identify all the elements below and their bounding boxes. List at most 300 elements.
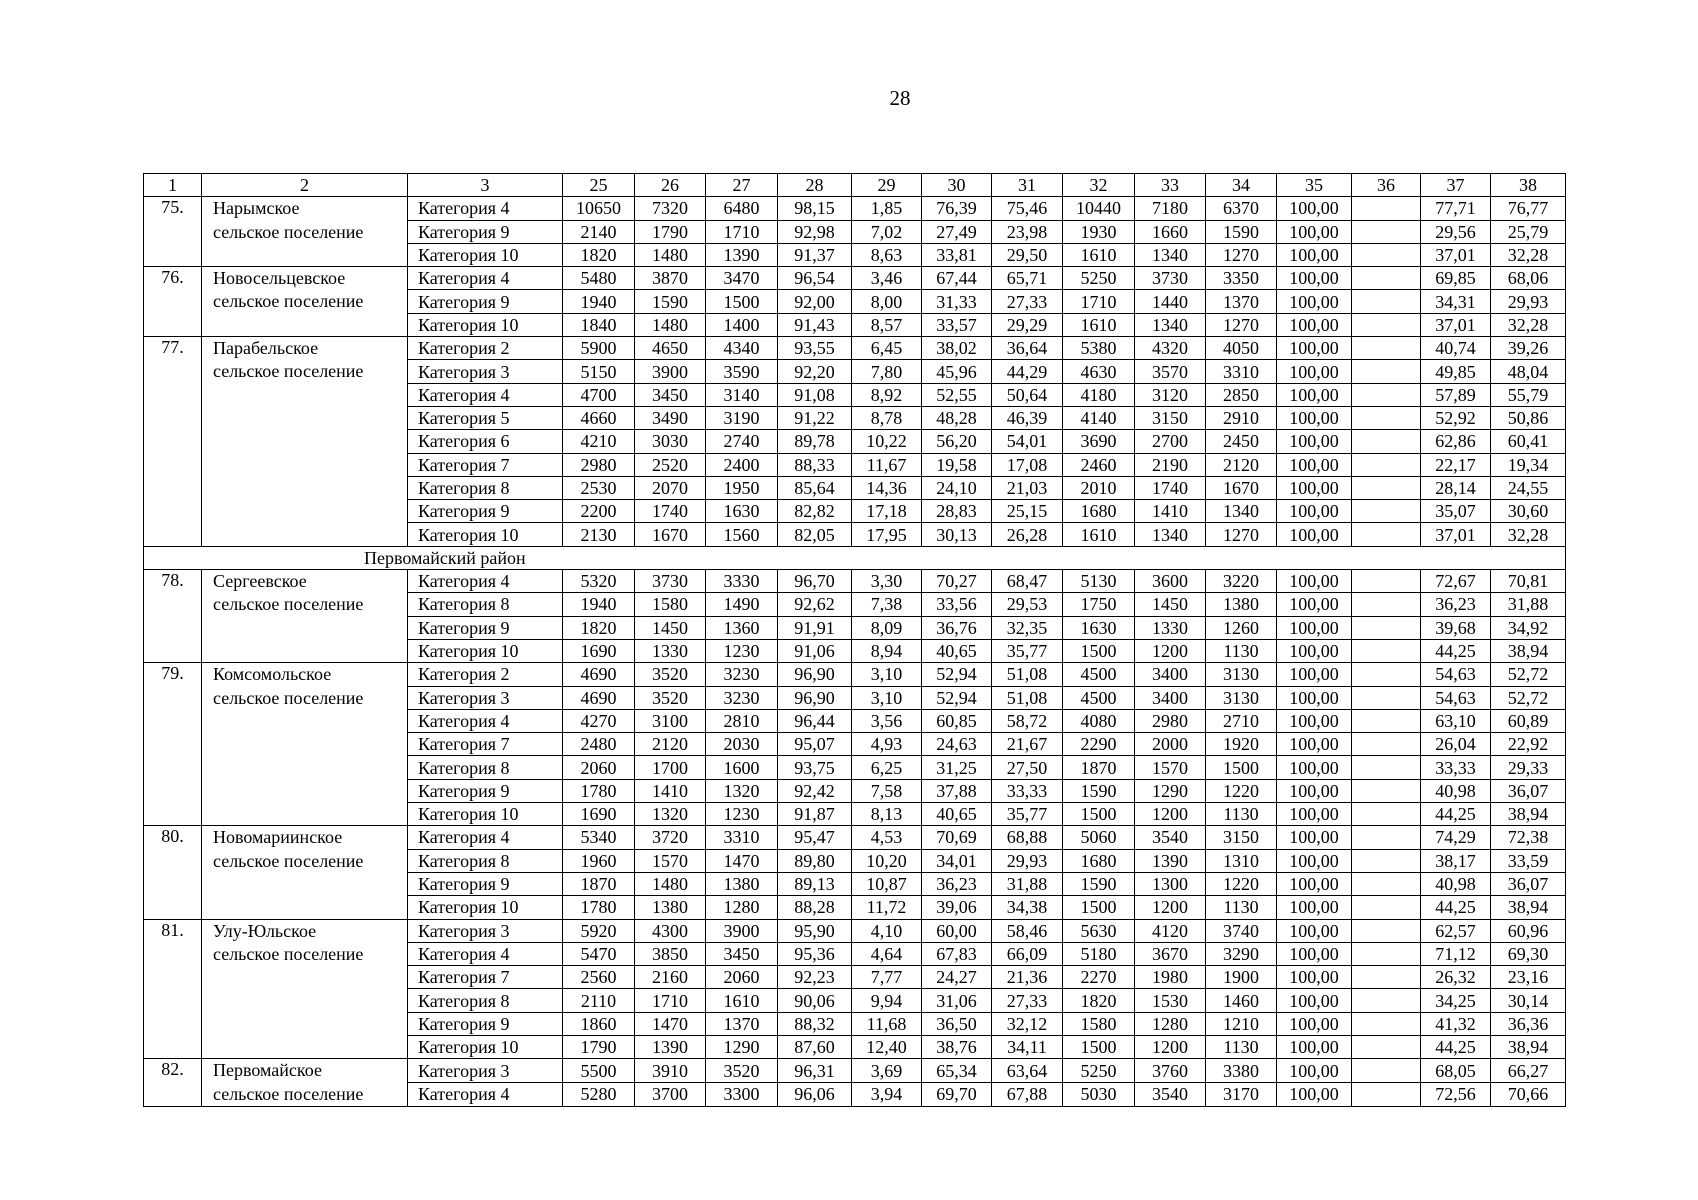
value-cell: 37,88 — [922, 779, 992, 802]
category-cell: Категория 3 — [408, 686, 563, 709]
value-cell: 4050 — [1206, 337, 1277, 360]
value-cell: 36,23 — [1421, 593, 1491, 616]
value-cell: 1930 — [1063, 220, 1135, 243]
value-cell: 39,68 — [1421, 616, 1491, 639]
value-cell: 3330 — [706, 570, 778, 593]
value-cell: 10,22 — [852, 430, 922, 453]
value-cell — [1352, 756, 1421, 779]
settlement-name — [202, 919, 408, 1059]
value-cell: 1500 — [1063, 1035, 1135, 1058]
value-cell — [1352, 337, 1421, 360]
value-cell: 27,33 — [992, 290, 1063, 313]
row-number: 77. — [144, 337, 202, 547]
value-cell: 2400 — [706, 453, 778, 476]
value-cell: 3130 — [1206, 663, 1277, 686]
column-header: 1 — [144, 174, 202, 197]
value-cell — [1352, 942, 1421, 965]
table-row — [144, 826, 1566, 849]
value-cell: 2140 — [563, 220, 635, 243]
settlement-name — [202, 663, 408, 826]
value-cell: 3540 — [1135, 1083, 1206, 1107]
category-cell: Категория 4 — [408, 570, 563, 593]
value-cell: 1500 — [1063, 803, 1135, 826]
value-cell: 4080 — [1063, 709, 1135, 732]
value-cell: 1840 — [563, 313, 635, 336]
value-cell: 1740 — [635, 500, 706, 523]
value-cell: 8,63 — [852, 243, 922, 266]
value-cell: 3670 — [1135, 942, 1206, 965]
value-cell: 17,95 — [852, 523, 922, 546]
column-header: 2 — [202, 174, 408, 197]
value-cell: 7,58 — [852, 779, 922, 802]
value-cell: 2480 — [563, 733, 635, 756]
value-cell: 3,56 — [852, 709, 922, 732]
value-cell: 1270 — [1206, 243, 1277, 266]
category-cell: Категория 4 — [408, 1083, 563, 1107]
value-cell: 1130 — [1206, 896, 1277, 919]
value-cell: 26,32 — [1421, 966, 1491, 989]
value-cell: 29,53 — [992, 593, 1063, 616]
value-cell: 1570 — [635, 849, 706, 872]
value-cell: 1710 — [635, 989, 706, 1012]
value-cell: 4,64 — [852, 942, 922, 965]
value-cell: 4500 — [1063, 686, 1135, 709]
value-cell: 37,01 — [1421, 313, 1491, 336]
value-cell: 6,45 — [852, 337, 922, 360]
value-cell: 34,25 — [1421, 989, 1491, 1012]
column-header: 36 — [1352, 174, 1421, 197]
value-cell: 1920 — [1206, 733, 1277, 756]
value-cell: 29,33 — [1491, 756, 1566, 779]
value-cell: 75,46 — [992, 197, 1063, 220]
value-cell: 37,01 — [1421, 243, 1491, 266]
value-cell: 100,00 — [1277, 919, 1352, 942]
settlement-name-line: Улу-Юльское — [213, 920, 317, 941]
value-cell: 5900 — [563, 337, 635, 360]
value-cell: 2060 — [563, 756, 635, 779]
value-cell: 1740 — [1135, 476, 1206, 499]
value-cell: 1500 — [1063, 639, 1135, 662]
category-cell: Категория 10 — [408, 1035, 563, 1058]
value-cell: 2520 — [635, 453, 706, 476]
value-cell: 95,07 — [778, 733, 852, 756]
value-cell: 66,09 — [992, 942, 1063, 965]
value-cell: 1290 — [1135, 779, 1206, 802]
value-cell: 35,77 — [992, 803, 1063, 826]
category-cell: Категория 10 — [408, 803, 563, 826]
value-cell: 5130 — [1063, 570, 1135, 593]
settlement-name — [202, 570, 408, 663]
value-cell: 4180 — [1063, 383, 1135, 406]
value-cell: 40,65 — [922, 803, 992, 826]
value-cell — [1352, 872, 1421, 895]
settlement-type-line: сельское поселение — [213, 687, 364, 708]
value-cell: 100,00 — [1277, 523, 1352, 546]
value-cell: 34,01 — [922, 849, 992, 872]
value-cell: 1390 — [635, 1035, 706, 1058]
value-cell: 72,67 — [1421, 570, 1491, 593]
column-header: 29 — [852, 174, 922, 197]
value-cell: 3150 — [1135, 406, 1206, 429]
value-cell: 5920 — [563, 919, 635, 942]
value-cell: 4500 — [1063, 663, 1135, 686]
value-cell: 98,15 — [778, 197, 852, 220]
value-cell: 3380 — [1206, 1059, 1277, 1083]
value-cell: 100,00 — [1277, 966, 1352, 989]
value-cell: 1960 — [563, 849, 635, 872]
value-cell: 100,00 — [1277, 313, 1352, 336]
value-cell: 30,13 — [922, 523, 992, 546]
value-cell: 1670 — [1206, 476, 1277, 499]
value-cell: 1590 — [1063, 779, 1135, 802]
value-cell: 33,33 — [992, 779, 1063, 802]
value-cell: 51,08 — [992, 686, 1063, 709]
column-header: 33 — [1135, 174, 1206, 197]
value-cell: 2290 — [1063, 733, 1135, 756]
value-cell: 100,00 — [1277, 360, 1352, 383]
value-cell: 44,25 — [1421, 639, 1491, 662]
value-cell: 24,10 — [922, 476, 992, 499]
value-cell: 3520 — [635, 686, 706, 709]
settlement-name-line: Нарымское — [213, 198, 300, 219]
value-cell: 3900 — [706, 919, 778, 942]
category-cell: Категория 8 — [408, 849, 563, 872]
value-cell: 89,80 — [778, 849, 852, 872]
value-cell: 100,00 — [1277, 872, 1352, 895]
value-cell: 82,82 — [778, 500, 852, 523]
value-cell: 58,46 — [992, 919, 1063, 942]
settlement-name-line: Новосельцевское — [213, 268, 346, 289]
value-cell: 54,63 — [1421, 686, 1491, 709]
value-cell — [1352, 1012, 1421, 1035]
value-cell: 1500 — [1063, 896, 1135, 919]
value-cell: 92,42 — [778, 779, 852, 802]
value-cell: 31,25 — [922, 756, 992, 779]
category-cell: Категория 2 — [408, 337, 563, 360]
category-cell: Категория 9 — [408, 779, 563, 802]
value-cell: 4120 — [1135, 919, 1206, 942]
value-cell: 89,13 — [778, 872, 852, 895]
value-cell — [1352, 1035, 1421, 1058]
district-heading: Первомайский район — [144, 546, 1566, 569]
value-cell: 1480 — [635, 313, 706, 336]
value-cell: 50,64 — [992, 383, 1063, 406]
category-cell: Категория 10 — [408, 313, 563, 336]
value-cell: 1570 — [1135, 756, 1206, 779]
value-cell: 2070 — [635, 476, 706, 499]
column-header: 38 — [1491, 174, 1566, 197]
value-cell: 3490 — [635, 406, 706, 429]
value-cell: 30,14 — [1491, 989, 1566, 1012]
value-cell: 3,10 — [852, 663, 922, 686]
value-cell: 3150 — [1206, 826, 1277, 849]
settlement-name — [202, 197, 408, 267]
value-cell — [1352, 453, 1421, 476]
table-row — [144, 570, 1566, 593]
value-cell: 31,88 — [992, 872, 1063, 895]
value-cell: 1870 — [563, 872, 635, 895]
table-body — [144, 174, 1566, 1107]
value-cell: 90,06 — [778, 989, 852, 1012]
category-cell: Категория 4 — [408, 709, 563, 732]
value-cell: 60,00 — [922, 919, 992, 942]
value-cell: 1210 — [1206, 1012, 1277, 1035]
value-cell: 1310 — [1206, 849, 1277, 872]
row-number: 80. — [144, 826, 202, 919]
value-cell: 100,00 — [1277, 430, 1352, 453]
settlement-name-line: Первомайское — [213, 1060, 322, 1081]
value-cell: 7180 — [1135, 197, 1206, 220]
value-cell: 11,72 — [852, 896, 922, 919]
value-cell: 2740 — [706, 430, 778, 453]
settlement-type-line: сельское поселение — [213, 221, 364, 242]
value-cell: 1860 — [563, 1012, 635, 1035]
value-cell: 1610 — [1063, 243, 1135, 266]
value-cell: 6,25 — [852, 756, 922, 779]
value-cell: 100,00 — [1277, 243, 1352, 266]
value-cell: 23,16 — [1491, 966, 1566, 989]
value-cell — [1352, 476, 1421, 499]
value-cell: 25,79 — [1491, 220, 1566, 243]
value-cell: 68,05 — [1421, 1059, 1491, 1083]
category-cell: Категория 9 — [408, 616, 563, 639]
value-cell: 3760 — [1135, 1059, 1206, 1083]
value-cell: 10440 — [1063, 197, 1135, 220]
value-cell: 91,08 — [778, 383, 852, 406]
value-cell: 3520 — [706, 1059, 778, 1083]
settlement-type-line: сельское поселение — [213, 594, 364, 615]
value-cell: 70,69 — [922, 826, 992, 849]
value-cell: 4,53 — [852, 826, 922, 849]
value-cell — [1352, 243, 1421, 266]
value-cell: 1670 — [635, 523, 706, 546]
settlement-name — [202, 267, 408, 337]
value-cell — [1352, 360, 1421, 383]
value-cell: 52,72 — [1491, 686, 1566, 709]
value-cell: 3570 — [1135, 360, 1206, 383]
value-cell: 1200 — [1135, 1035, 1206, 1058]
value-cell: 65,34 — [922, 1059, 992, 1083]
value-cell: 24,27 — [922, 966, 992, 989]
value-cell: 25,15 — [992, 500, 1063, 523]
value-cell: 100,00 — [1277, 639, 1352, 662]
value-cell: 1530 — [1135, 989, 1206, 1012]
category-cell: Категория 4 — [408, 942, 563, 965]
value-cell: 1220 — [1206, 779, 1277, 802]
value-cell — [1352, 686, 1421, 709]
value-cell: 40,65 — [922, 639, 992, 662]
value-cell: 96,90 — [778, 686, 852, 709]
value-cell: 3230 — [706, 686, 778, 709]
value-cell: 55,79 — [1491, 383, 1566, 406]
value-cell: 3740 — [1206, 919, 1277, 942]
column-header: 25 — [563, 174, 635, 197]
value-cell: 92,00 — [778, 290, 852, 313]
value-cell — [1352, 313, 1421, 336]
value-cell: 7,77 — [852, 966, 922, 989]
value-cell: 3220 — [1206, 570, 1277, 593]
value-cell: 100,00 — [1277, 406, 1352, 429]
value-cell: 2060 — [706, 966, 778, 989]
value-cell: 36,07 — [1491, 779, 1566, 802]
value-cell: 1340 — [1135, 313, 1206, 336]
value-cell: 88,33 — [778, 453, 852, 476]
value-cell: 29,29 — [992, 313, 1063, 336]
value-cell: 12,40 — [852, 1035, 922, 1058]
value-cell: 38,94 — [1491, 803, 1566, 826]
value-cell: 14,36 — [852, 476, 922, 499]
value-cell: 1370 — [706, 1012, 778, 1035]
value-cell: 8,13 — [852, 803, 922, 826]
category-cell: Категория 4 — [408, 383, 563, 406]
column-header: 30 — [922, 174, 992, 197]
value-cell: 4690 — [563, 663, 635, 686]
value-cell: 63,10 — [1421, 709, 1491, 732]
value-cell: 100,00 — [1277, 197, 1352, 220]
value-cell: 91,22 — [778, 406, 852, 429]
category-cell: Категория 5 — [408, 406, 563, 429]
value-cell: 70,66 — [1491, 1083, 1566, 1107]
value-cell: 27,33 — [992, 989, 1063, 1012]
value-cell: 51,08 — [992, 663, 1063, 686]
value-cell: 3350 — [1206, 267, 1277, 290]
value-cell — [1352, 523, 1421, 546]
row-number: 78. — [144, 570, 202, 663]
row-number: 75. — [144, 197, 202, 267]
value-cell: 2460 — [1063, 453, 1135, 476]
value-cell: 100,00 — [1277, 1059, 1352, 1083]
value-cell: 1470 — [635, 1012, 706, 1035]
value-cell: 1780 — [563, 779, 635, 802]
value-cell: 68,06 — [1491, 267, 1566, 290]
value-cell: 1270 — [1206, 523, 1277, 546]
value-cell: 5180 — [1063, 942, 1135, 965]
value-cell: 89,78 — [778, 430, 852, 453]
value-cell: 1460 — [1206, 989, 1277, 1012]
value-cell: 1270 — [1206, 313, 1277, 336]
value-cell: 3400 — [1135, 686, 1206, 709]
value-cell: 4320 — [1135, 337, 1206, 360]
value-cell — [1352, 290, 1421, 313]
value-cell: 1820 — [1063, 989, 1135, 1012]
value-cell: 56,20 — [922, 430, 992, 453]
value-cell: 100,00 — [1277, 1012, 1352, 1035]
value-cell: 38,94 — [1491, 639, 1566, 662]
value-cell: 4,10 — [852, 919, 922, 942]
value-cell: 1410 — [635, 779, 706, 802]
category-cell: Категория 10 — [408, 523, 563, 546]
settlement-type-line: сельское поселение — [213, 850, 364, 871]
value-cell — [1352, 616, 1421, 639]
category-cell: Категория 7 — [408, 453, 563, 476]
category-cell: Категория 3 — [408, 360, 563, 383]
column-header: 31 — [992, 174, 1063, 197]
value-cell: 32,28 — [1491, 243, 1566, 266]
value-cell: 54,01 — [992, 430, 1063, 453]
value-cell: 1380 — [635, 896, 706, 919]
value-cell: 48,28 — [922, 406, 992, 429]
value-cell: 7,38 — [852, 593, 922, 616]
value-cell: 3,10 — [852, 686, 922, 709]
value-cell: 3900 — [635, 360, 706, 383]
value-cell: 4340 — [706, 337, 778, 360]
value-cell: 91,43 — [778, 313, 852, 336]
value-cell: 26,04 — [1421, 733, 1491, 756]
value-cell: 1820 — [563, 243, 635, 266]
value-cell: 76,39 — [922, 197, 992, 220]
value-cell: 2700 — [1135, 430, 1206, 453]
value-cell: 1480 — [635, 243, 706, 266]
value-cell: 100,00 — [1277, 1083, 1352, 1107]
value-cell: 32,12 — [992, 1012, 1063, 1035]
value-cell: 1,85 — [852, 197, 922, 220]
value-cell — [1352, 779, 1421, 802]
value-cell: 4690 — [563, 686, 635, 709]
value-cell: 2120 — [1206, 453, 1277, 476]
value-cell: 29,93 — [1491, 290, 1566, 313]
value-cell: 100,00 — [1277, 663, 1352, 686]
value-cell: 1590 — [635, 290, 706, 313]
value-cell: 69,85 — [1421, 267, 1491, 290]
category-cell: Категория 8 — [408, 593, 563, 616]
value-cell: 72,56 — [1421, 1083, 1491, 1107]
value-cell: 21,03 — [992, 476, 1063, 499]
table-row — [144, 197, 1566, 220]
value-cell: 50,86 — [1491, 406, 1566, 429]
value-cell: 52,94 — [922, 663, 992, 686]
value-cell: 54,63 — [1421, 663, 1491, 686]
value-cell: 38,17 — [1421, 849, 1491, 872]
value-cell: 36,76 — [922, 616, 992, 639]
settlement-type-line: сельское поселение — [213, 1083, 364, 1104]
settlement-type-line: сельское поселение — [213, 361, 364, 382]
data-table — [143, 173, 1566, 1107]
value-cell: 72,38 — [1491, 826, 1566, 849]
row-number: 82. — [144, 1059, 202, 1107]
value-cell: 68,88 — [992, 826, 1063, 849]
category-cell: Категория 9 — [408, 500, 563, 523]
value-cell: 24,63 — [922, 733, 992, 756]
value-cell: 29,93 — [992, 849, 1063, 872]
value-cell: 1660 — [1135, 220, 1206, 243]
value-cell: 3600 — [1135, 570, 1206, 593]
value-cell: 1370 — [1206, 290, 1277, 313]
value-cell: 49,85 — [1421, 360, 1491, 383]
value-cell: 31,88 — [1491, 593, 1566, 616]
value-cell: 3310 — [1206, 360, 1277, 383]
value-cell: 1690 — [563, 639, 635, 662]
value-cell: 7320 — [635, 197, 706, 220]
value-cell: 10650 — [563, 197, 635, 220]
value-cell: 3300 — [706, 1083, 778, 1107]
value-cell: 10,20 — [852, 849, 922, 872]
value-cell: 8,92 — [852, 383, 922, 406]
value-cell: 100,00 — [1277, 593, 1352, 616]
category-cell: Категория 10 — [408, 243, 563, 266]
settlement-type-line: сельское поселение — [213, 943, 364, 964]
category-cell: Категория 3 — [408, 1059, 563, 1083]
value-cell: 32,28 — [1491, 523, 1566, 546]
category-cell: Категория 10 — [408, 639, 563, 662]
value-cell — [1352, 1083, 1421, 1107]
value-cell: 4630 — [1063, 360, 1135, 383]
value-cell: 5250 — [1063, 1059, 1135, 1083]
value-cell: 85,64 — [778, 476, 852, 499]
value-cell: 4700 — [563, 383, 635, 406]
value-cell: 100,00 — [1277, 476, 1352, 499]
value-cell: 96,70 — [778, 570, 852, 593]
value-cell: 100,00 — [1277, 826, 1352, 849]
